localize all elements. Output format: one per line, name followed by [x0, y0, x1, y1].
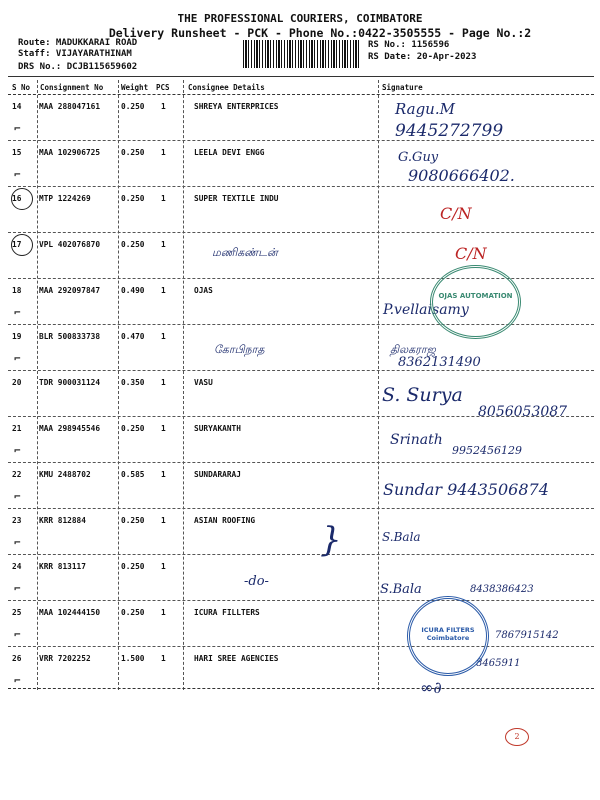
row-pcs: 1 [161, 424, 166, 433]
handwritten-signature: Sundar 9443506874 [383, 480, 549, 499]
handwritten-phone: 9445272799 [395, 121, 504, 141]
table-row [8, 646, 594, 692]
row-consignment: KRR 813117 [39, 562, 86, 571]
handwritten-phone: 9952456129 [452, 444, 522, 457]
handwritten-bracket: } [320, 520, 342, 560]
row-pcs: 1 [161, 286, 166, 295]
row-sno: 14 [12, 102, 22, 111]
table-row [8, 186, 594, 233]
row-consignee: ICURA FILLTERS [194, 608, 260, 617]
row-weight: 0.250 [121, 194, 145, 203]
tick-mark: ⌐ [14, 306, 21, 319]
row-consignment: MAA 292097847 [39, 286, 101, 295]
row-consignment: MAA 298945546 [39, 424, 101, 433]
row-weight: 0.250 [121, 562, 145, 571]
row-consignment: VRR 7202252 [39, 654, 91, 663]
runsheet-subtitle: Delivery Runsheet - PCK - Phone No.:0422-3505555 - Page No.:2 [108, 26, 532, 40]
drs-number: DRS No.: DCJB115659602 [18, 62, 138, 72]
row-consignment: KRR 812884 [39, 516, 86, 525]
handwritten-phone: 8362131490 [398, 355, 481, 370]
row-sno: 17 [12, 240, 22, 249]
tick-mark: ⌐ [14, 122, 21, 135]
table-row [8, 508, 594, 555]
row-pcs: 1 [161, 378, 166, 387]
handwritten-signature: S. Surya [382, 384, 463, 406]
tick-mark: ⌐ [14, 582, 21, 595]
row-consignee: SURYAKANTH [194, 424, 241, 433]
handwritten-phone: 8438386423 [470, 584, 534, 595]
row-consignment: MAA 102906725 [39, 148, 101, 157]
stamp-text: ICURA FILTERS Coimbatore [421, 626, 475, 642]
table-row [8, 324, 594, 371]
row-sno: 18 [12, 286, 22, 295]
tick-mark: ⌐ [14, 168, 21, 181]
row-weight: 1.500 [121, 654, 145, 663]
table-bottom-rule [8, 688, 594, 689]
row-pcs: 1 [161, 148, 166, 157]
row-sno: 16 [12, 194, 22, 203]
handwritten-name: Ragu.M [395, 100, 455, 118]
col-pcs: PCS [156, 83, 170, 92]
handwritten-tamil-name: கோபிநாத [214, 343, 265, 356]
row-sno: 24 [12, 562, 22, 571]
handwritten-scribble: ∞∂ [420, 678, 442, 697]
handwritten-signature: S.Bala [380, 582, 422, 597]
tick-mark: ⌐ [14, 536, 21, 549]
table-row [8, 94, 594, 141]
table-top-rule [8, 76, 594, 77]
row-sno: 22 [12, 470, 22, 479]
row-weight: 0.250 [121, 424, 145, 433]
col-consignment: Consignment No [40, 83, 104, 92]
col-signature: Signature [382, 83, 423, 92]
row-weight: 0.490 [121, 286, 145, 295]
table-header [8, 80, 594, 95]
row-sno: 21 [12, 424, 22, 433]
tick-mark: ⌐ [14, 490, 21, 503]
row-weight: 0.250 [121, 516, 145, 525]
row-sno: 25 [12, 608, 22, 617]
row-sno: 23 [12, 516, 22, 525]
row-weight: 0.350 [121, 378, 145, 387]
rs-date: RS Date: 20-Apr-2023 [368, 52, 477, 62]
row-consignment: VPL 402076870 [39, 240, 101, 249]
tick-mark: ⌐ [14, 352, 21, 365]
rs-number: RS No.: 1156596 [368, 40, 450, 50]
row-sno: 19 [12, 332, 22, 341]
barcode [243, 40, 360, 68]
row-consignment: MTP 1224269 [39, 194, 91, 203]
handwritten-phone: 8465911 [476, 658, 521, 669]
row-consignee: SHREYA ENTERPRICES [194, 102, 279, 111]
row-consignee: HARI SREE AGENCIES [194, 654, 279, 663]
handwritten-cn: C/N [440, 204, 472, 223]
handwritten-signature: P.vellaisamy [383, 302, 469, 318]
row-sno: 26 [12, 654, 22, 663]
row-pcs: 1 [161, 102, 166, 111]
company-stamp [407, 596, 489, 676]
tick-mark: ⌐ [14, 674, 21, 687]
handwritten-ditto: -do- [244, 574, 269, 589]
table-row [8, 232, 594, 279]
row-consignment: MAA 288047161 [39, 102, 101, 111]
row-pcs: 1 [161, 470, 166, 479]
col-sno: S No [12, 83, 31, 92]
row-pcs: 1 [161, 240, 166, 249]
row-consignment: MAA 102444150 [39, 608, 101, 617]
row-pcs: 1 [161, 332, 166, 341]
row-consignment: KMU 2488702 [39, 470, 91, 479]
handwritten-name: G.Guy [398, 150, 439, 165]
row-pcs: 1 [161, 608, 166, 617]
row-weight: 0.250 [121, 148, 145, 157]
row-consignee: SUPER TEXTILE INDU [194, 194, 279, 203]
handwritten-cn: C/N [455, 244, 487, 263]
handwritten-tamil-name: மணிகண்டன் [212, 246, 278, 259]
row-consignee: OJAS [194, 286, 213, 295]
row-pcs: 1 [161, 562, 166, 571]
handwritten-tamil-signature: திலகராஜ [390, 343, 436, 356]
row-weight: 0.585 [121, 470, 145, 479]
tick-mark: ⌐ [14, 628, 21, 641]
row-weight: 0.250 [121, 240, 145, 249]
row-consignee: ASIAN ROOFING [194, 516, 256, 525]
row-consignment: TDR 900031124 [39, 378, 101, 387]
company-title: THE PROFESSIONAL COURIERS, COIMBATORE [177, 12, 423, 25]
tick-mark: ⌐ [14, 444, 21, 457]
handwritten-phone: 9080666402. [408, 166, 515, 185]
row-pcs: 1 [161, 194, 166, 203]
row-consignee: VASU [194, 378, 213, 387]
page-number-mark: 2 [505, 728, 529, 746]
row-weight: 0.250 [121, 608, 145, 617]
route-label: Route: MADUKKARAI ROAD [18, 38, 138, 48]
col-consignee: Consignee Details [188, 83, 265, 92]
row-consignment: BLR 500833738 [39, 332, 101, 341]
handwritten-signature: S.Bala [382, 530, 421, 544]
row-weight: 0.470 [121, 332, 145, 341]
handwritten-phone: 7867915142 [495, 630, 559, 641]
row-weight: 0.250 [121, 102, 145, 111]
handwritten-phone: 8056053087 [478, 404, 568, 420]
row-consignee: SUNDARARAJ [194, 470, 241, 479]
stamp-text: OJAS AUTOMATION [438, 292, 513, 300]
col-weight: Weight [121, 83, 149, 92]
staff-label: Staff: VIJAYARATHINAM [18, 49, 132, 59]
row-pcs: 1 [161, 654, 166, 663]
company-stamp [430, 265, 521, 339]
row-pcs: 1 [161, 516, 166, 525]
row-sno: 15 [12, 148, 22, 157]
row-consignee: LEELA DEVI ENGG [194, 148, 265, 157]
handwritten-signature: Srinath [390, 432, 443, 448]
row-sno: 20 [12, 378, 22, 387]
